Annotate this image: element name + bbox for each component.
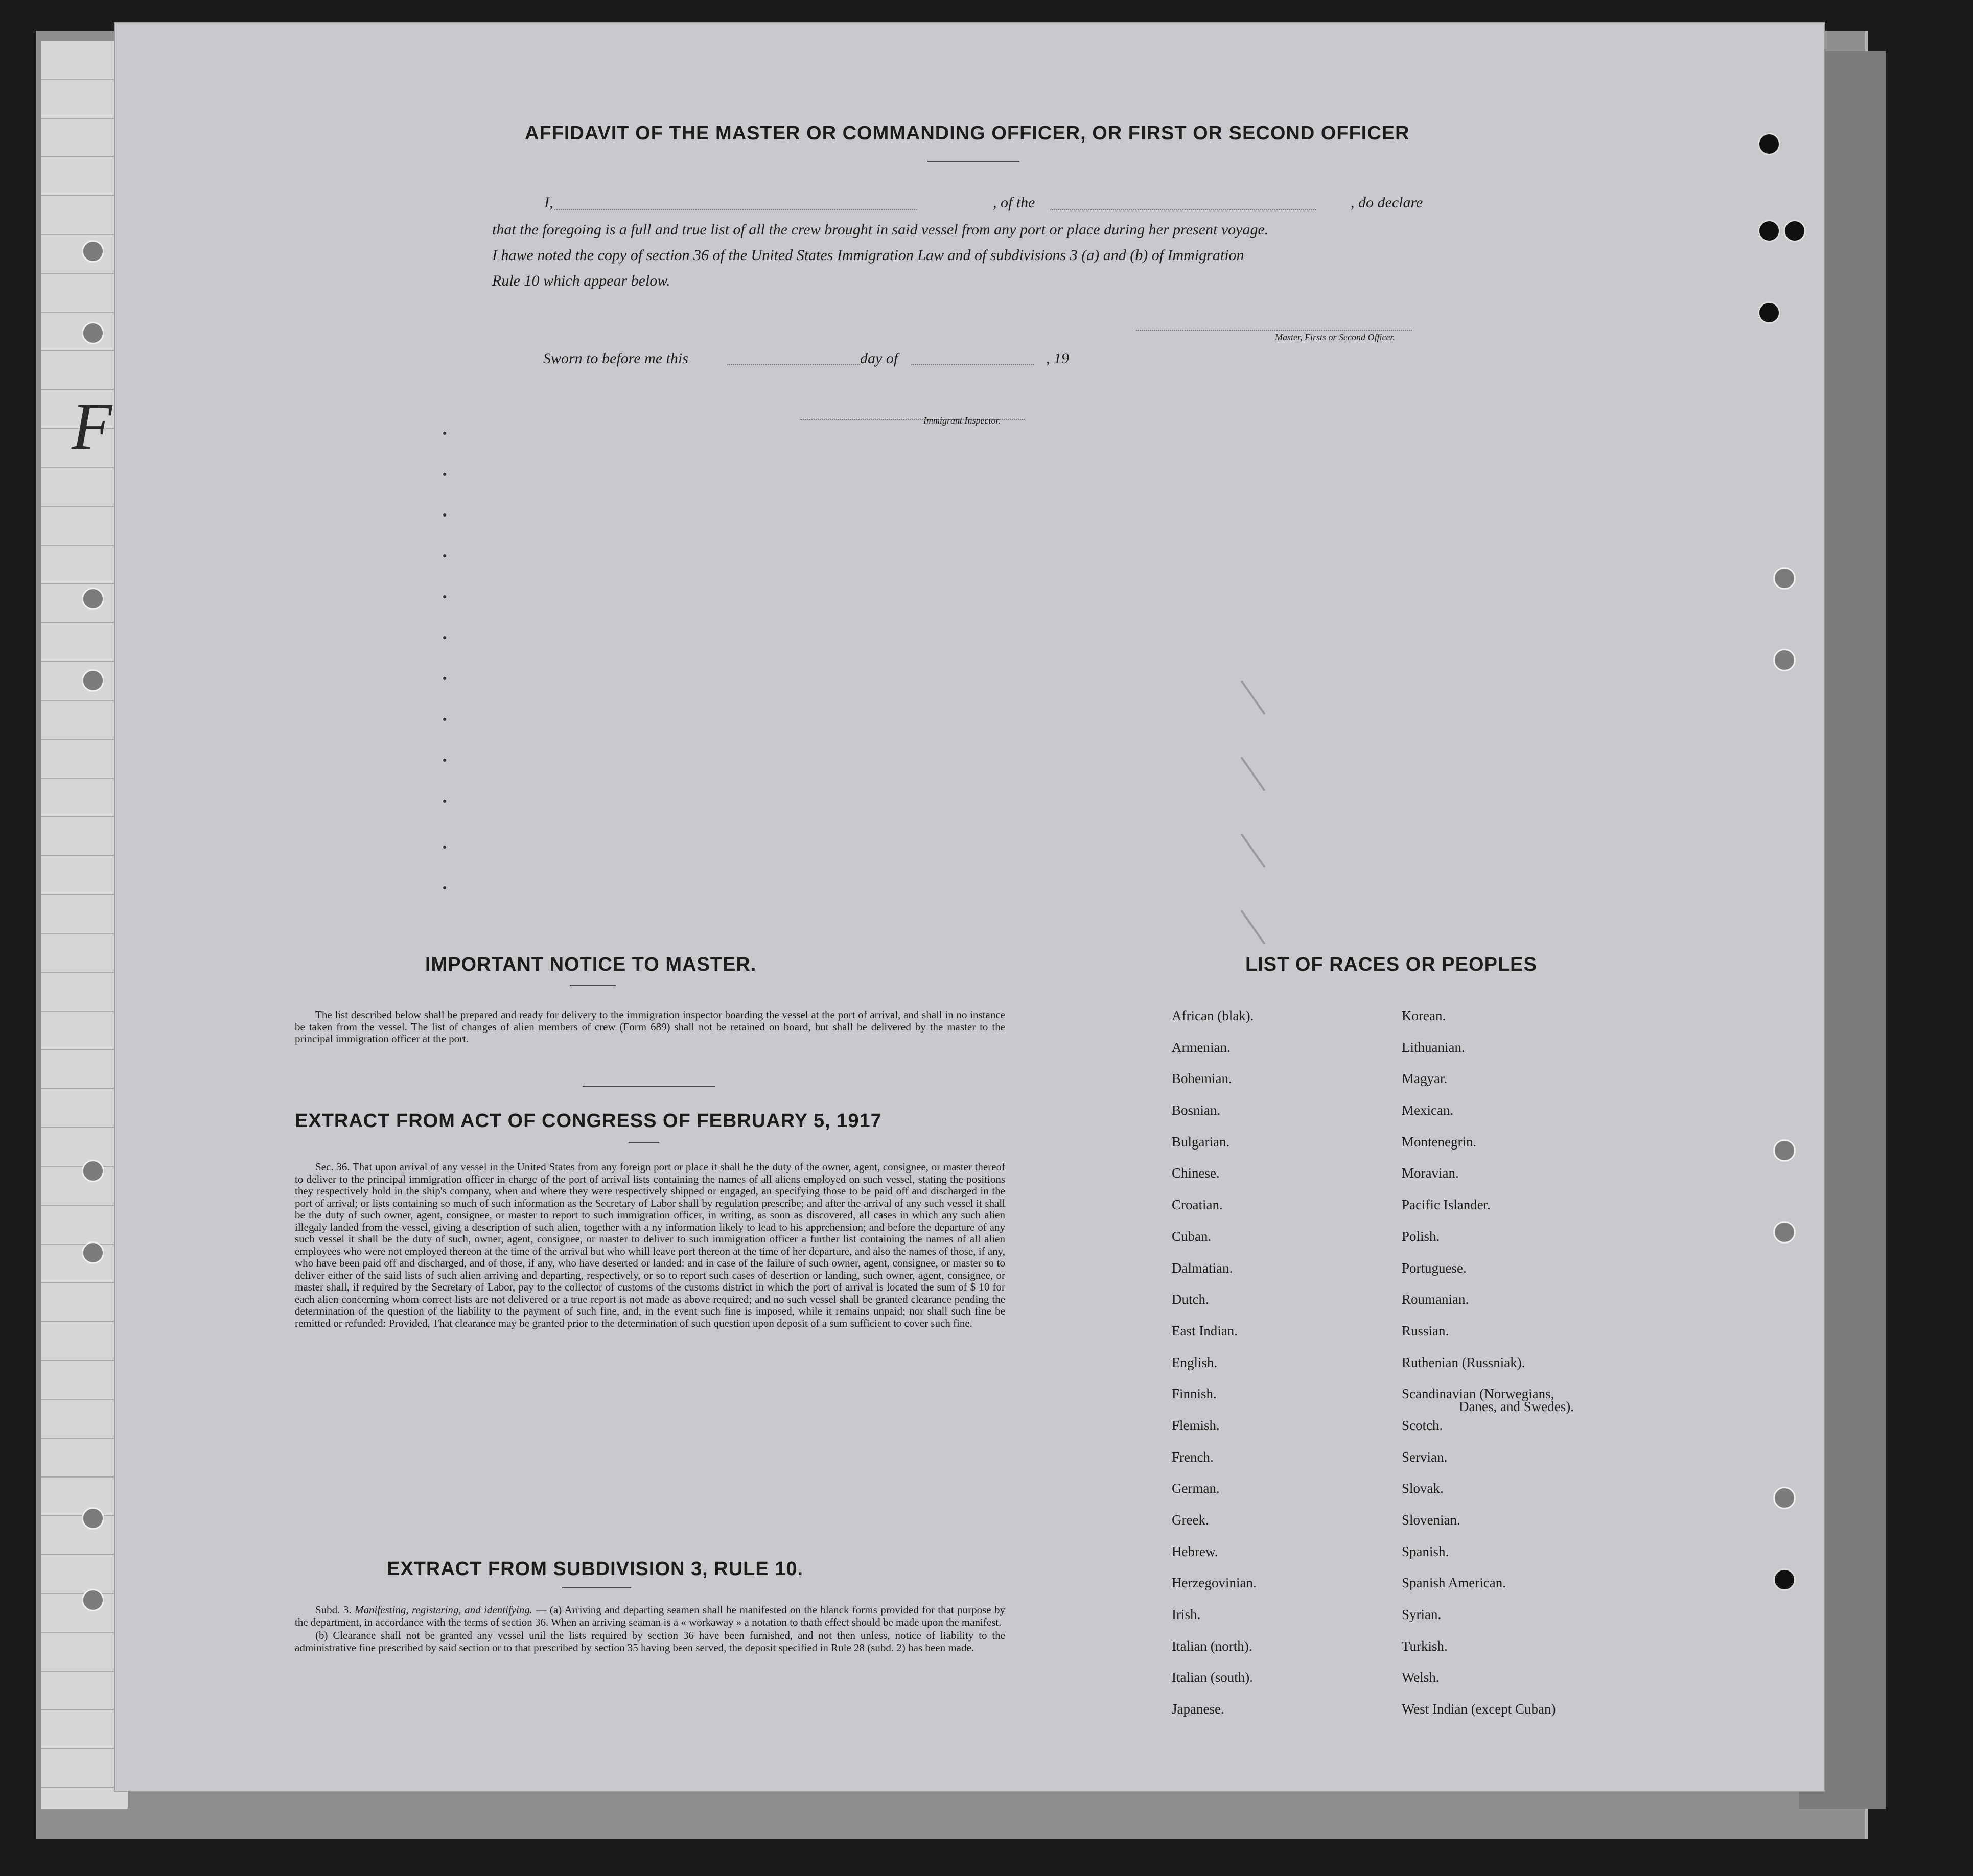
binder-hole xyxy=(1773,567,1796,590)
race-item xyxy=(1172,1197,1257,1229)
sworn-day-of: day of xyxy=(860,350,898,367)
affidavit-of-the: , of the xyxy=(993,194,1035,211)
race-item xyxy=(1402,1229,1574,1260)
binder-hole xyxy=(1773,1568,1796,1591)
vessel-blank xyxy=(1050,209,1316,210)
sworn-prefix: Sworn to before me this xyxy=(543,350,688,367)
race-item xyxy=(1172,1638,1257,1670)
race-label: Moravian. xyxy=(1402,1165,1459,1181)
binder-hole xyxy=(82,1507,104,1530)
race-label: East Indian. xyxy=(1172,1323,1238,1339)
race-item xyxy=(1402,1292,1574,1323)
inspector-caption: Immigrant Inspector. xyxy=(923,415,1001,426)
race-item xyxy=(1172,1165,1257,1197)
binder-hole xyxy=(1773,1139,1796,1162)
races-right-column xyxy=(1402,1008,1574,1733)
races-list xyxy=(1172,1008,1734,1744)
race-item xyxy=(1172,1701,1257,1733)
race-label: Flemish. xyxy=(1172,1417,1220,1433)
race-item xyxy=(1172,1386,1257,1418)
race-item xyxy=(1402,1355,1574,1387)
race-item xyxy=(1402,1670,1574,1701)
race-label: English. xyxy=(1172,1354,1218,1370)
binder-hole xyxy=(82,240,104,263)
race-label: Turkish. xyxy=(1402,1638,1448,1654)
race-label: Welsh. xyxy=(1402,1670,1440,1685)
race-label: Bosnian. xyxy=(1172,1103,1221,1118)
race-label: Slovak. xyxy=(1402,1481,1444,1496)
race-item xyxy=(1172,1260,1257,1292)
race-item xyxy=(1402,1418,1574,1449)
race-label: Spanish. xyxy=(1402,1543,1449,1559)
binder-hole xyxy=(1773,1487,1796,1509)
bleed-mark xyxy=(443,554,446,557)
race-label: Mexican. xyxy=(1402,1103,1454,1118)
act-paragraph xyxy=(295,1161,1005,1329)
race-label: Herzegovinian. xyxy=(1172,1575,1257,1591)
race-label: Japanese. xyxy=(1172,1701,1224,1717)
bleed-mark xyxy=(443,513,446,517)
race-label: Montenegrin. xyxy=(1402,1134,1477,1150)
race-label: Syrian. xyxy=(1402,1607,1442,1623)
race-item xyxy=(1172,1544,1257,1576)
race-label: Polish. xyxy=(1402,1228,1440,1244)
bleed-mark xyxy=(443,432,446,435)
race-item xyxy=(1402,1638,1574,1670)
race-item xyxy=(1402,1701,1574,1733)
rule-extract-body xyxy=(295,1604,1005,1655)
race-label: Ruthenian (Russniak). xyxy=(1402,1354,1525,1370)
race-label: Pacific Islander. xyxy=(1402,1197,1491,1213)
name-blank xyxy=(554,209,917,210)
race-item xyxy=(1402,1165,1574,1197)
race-label: Irish. xyxy=(1172,1607,1201,1623)
subd-heading: Manifesting, registering, and identifying. xyxy=(355,1604,533,1616)
race-item xyxy=(1172,1008,1257,1040)
race-label: Scandinavian (Norwegians, xyxy=(1402,1386,1554,1402)
title-divider xyxy=(927,161,1019,162)
race-item xyxy=(1172,1481,1257,1512)
race-item xyxy=(1402,1607,1574,1638)
race-label: Greek. xyxy=(1172,1512,1209,1528)
bleed-mark xyxy=(443,846,446,849)
race-label: Slovenian. xyxy=(1402,1512,1460,1528)
race-item xyxy=(1402,1449,1574,1481)
race-label: Hebrew. xyxy=(1172,1543,1218,1559)
bleed-streak xyxy=(1240,910,1265,945)
race-item xyxy=(1172,1229,1257,1260)
race-label: Chinese. xyxy=(1172,1165,1220,1181)
binder-hole xyxy=(1758,301,1780,324)
subd-paragraph-a xyxy=(295,1604,1005,1628)
signature-blank xyxy=(1136,330,1412,331)
race-item xyxy=(1402,1071,1574,1103)
race-label: West Indian (except Cuban) xyxy=(1402,1701,1556,1717)
race-label: Bohemian. xyxy=(1172,1071,1232,1087)
binder-hole xyxy=(1773,1221,1796,1244)
month-blank xyxy=(911,364,1034,365)
race-label: Magyar. xyxy=(1402,1071,1448,1087)
act-divider xyxy=(629,1142,659,1143)
race-label: Lithuanian. xyxy=(1402,1039,1465,1055)
notice-divider xyxy=(570,985,616,986)
binder-hole xyxy=(82,1160,104,1182)
race-label: Dalmatian. xyxy=(1172,1260,1233,1276)
race-item xyxy=(1402,1103,1574,1134)
race-item xyxy=(1402,1512,1574,1544)
bleed-mark xyxy=(443,759,446,762)
bleed-mark xyxy=(443,595,446,598)
bleed-mark xyxy=(443,886,446,889)
affidavit-i: I, xyxy=(544,194,553,211)
race-item xyxy=(1172,1449,1257,1481)
race-label: Russian. xyxy=(1402,1323,1449,1339)
binder-hole xyxy=(82,588,104,610)
rule-divider xyxy=(562,1587,631,1588)
binder-hole xyxy=(1758,220,1780,242)
race-item xyxy=(1172,1103,1257,1134)
subd-label: Subd. 3. xyxy=(315,1604,352,1616)
race-label: Dutch. xyxy=(1172,1292,1209,1307)
ghost-handwriting: F xyxy=(72,390,112,463)
race-item xyxy=(1402,1323,1574,1355)
race-label: German. xyxy=(1172,1481,1220,1496)
act-extract-body xyxy=(295,1161,1005,1331)
race-item xyxy=(1402,1040,1574,1071)
race-item xyxy=(1172,1134,1257,1166)
section-label: Sec. 36. xyxy=(315,1161,350,1173)
binder-hole xyxy=(82,669,104,692)
race-item xyxy=(1172,1355,1257,1387)
act-extract-title: EXTRACT FROM ACT OF CONGRESS OF FEBRUARY 5, 1917 xyxy=(295,1110,882,1132)
race-item xyxy=(1172,1071,1257,1103)
affidavit-title: AFFIDAVIT OF THE MASTER OR COMMANDING OFFICER, OR FIRST OR SECOND OFFICER xyxy=(525,123,1410,144)
race-item xyxy=(1402,1481,1574,1512)
race-item xyxy=(1402,1544,1574,1576)
bleed-streak xyxy=(1240,680,1265,715)
race-item xyxy=(1402,1386,1574,1418)
race-label: Italian (south). xyxy=(1172,1670,1253,1685)
race-label: Scotch. xyxy=(1402,1417,1443,1433)
manifest-sheet xyxy=(115,23,1824,1791)
affidavit-declare: , do declare xyxy=(1351,194,1423,211)
bleed-streak xyxy=(1240,833,1265,868)
race-label: Servian. xyxy=(1402,1449,1448,1465)
race-label: Spanish American. xyxy=(1402,1575,1506,1591)
bleed-mark xyxy=(443,800,446,803)
day-blank xyxy=(727,364,860,365)
bleed-streak xyxy=(1240,757,1265,791)
race-item xyxy=(1172,1323,1257,1355)
race-item xyxy=(1172,1670,1257,1701)
race-item xyxy=(1172,1292,1257,1323)
races-title: LIST OF RACES OR PEOPLES xyxy=(1245,954,1537,975)
notice-body xyxy=(295,1009,1005,1047)
section-divider xyxy=(583,1086,715,1087)
binder-hole xyxy=(82,1241,104,1264)
race-label-continued: Danes, and Swedes). xyxy=(1459,1399,1574,1415)
races-left-column xyxy=(1172,1008,1257,1733)
subd-paragraph-b: (b) Clearance shall not be granted any vessel unil the lists required by section 36 have been furnished, and not then unless, notice of liability to the administrative fine prescribed by said section or to that prescribed by section 35 having been served, the deposit specified in Rule 28 (subd. 2) has been made. xyxy=(295,1629,1005,1654)
race-item xyxy=(1402,1197,1574,1229)
bleed-mark xyxy=(443,677,446,680)
bleed-mark xyxy=(443,636,446,639)
race-item xyxy=(1172,1040,1257,1071)
race-item xyxy=(1402,1134,1574,1166)
race-item xyxy=(1172,1418,1257,1449)
race-item xyxy=(1402,1260,1574,1292)
affidavit-line3: I hawe noted the copy of section 36 of the United States Immigration Law and of subdivisions 3 (a) and (b) of Immigration xyxy=(492,247,1244,264)
race-label: Bulgarian. xyxy=(1172,1134,1230,1150)
binder-hole xyxy=(1773,649,1796,671)
race-label: African (blak). xyxy=(1172,1008,1254,1023)
race-label: Italian (north). xyxy=(1172,1638,1252,1654)
race-label: Korean. xyxy=(1402,1008,1446,1023)
race-label: Cuban. xyxy=(1172,1228,1212,1244)
notice-paragraph: The list described below shall be prepared and ready for delivery to the immigration inspector boarding the vessel at the port of arrival, and shall in no instance be taken from the vessel. The list of changes of alien members of crew (Form 689) shall not be retained on board, but shall be delivered by the master to the principal immigration officer at the port. xyxy=(295,1009,1005,1045)
act-text: That upon arrival of any vessel in the United States from any foreign port or place it shall be the duty of the owner, agent, consignee, or master thereof to deliver to the principal immigration officer in charge of the port of arrival lists containing the names of all aliens employed on such vessel, stating the positions they respectively hold in the ship's company, when and where they were respectively shipped or engaged, an specifying those to be paid off and discharged in the port of arrival; or lists containing so much of such information as the Secretary of Labor shall by regulation prescribe; and after the arrival of any such vessel it shall be the duty of such owner, agent, consignee, or master to report to such immigration officer, in writing, as soon as discovered, all cases in which any such alien illegaly landed from the vessel, giving a description of such alien, together with a ny information likely to lead to his apprehension; and before the departure of any such vessel it shall be the duty of such, owner, agent, consignee, or master to deliver to such immigration officer a further list containing the names of all alien employees who were not employed thereon at the time of the arrival but who whill leave port thereon at the time of her departure, and also the names of those, if any, who have been paid off and discharged, and of those, if any, who have deserted or landed: and in case of the failure of such owner, agent, consignee, or master so to deliver either of the said lists of such alien arriving and departing, respectively, or so to report such cases of desertion or landing, such owner, agent, consignee, or master shall, if required by the Secretary of Labor, pay to the collector of customs of the customs district in which the port of arrival is located the sum of $ 10 for each alien concerning whom correct lists are not delivered or a true report is not made as above required; and no such vessel shall be granted clearance pending the determination of the question of the liability to the payment of such fine, and, in the event such fine is imposed, while it remains unpaid; nor shall such fine be remitted or refunded: Provided, That clearance may be granted prior to the determination of such question upon deposit of a sum sufficient to cover such fine. xyxy=(295,1161,1006,1329)
race-item xyxy=(1172,1575,1257,1607)
binder-hole xyxy=(1758,133,1780,155)
race-item xyxy=(1172,1512,1257,1544)
signature-caption: Master, Firsts or Second Officer. xyxy=(1275,332,1395,342)
race-label: Portuguese. xyxy=(1402,1260,1467,1276)
race-item xyxy=(1172,1607,1257,1638)
affidavit-line4: Rule 10 which appear below. xyxy=(492,272,670,289)
race-item xyxy=(1402,1575,1574,1607)
binder-hole xyxy=(82,322,104,344)
race-label: French. xyxy=(1172,1449,1214,1465)
rule-extract-title: EXTRACT FROM SUBDIVISION 3, RULE 10. xyxy=(387,1558,804,1580)
notice-title: IMPORTANT NOTICE TO MASTER. xyxy=(425,954,757,975)
race-label: Armenian. xyxy=(1172,1039,1231,1055)
race-label: Croatian. xyxy=(1172,1197,1223,1213)
race-item xyxy=(1402,1008,1574,1040)
affidavit-line2: that the foregoing is a full and true list of all the crew brought in said vessel from any port or place during her present voyage. xyxy=(492,221,1269,238)
race-label: Roumanian. xyxy=(1402,1292,1469,1307)
bleed-mark xyxy=(443,718,446,721)
binder-hole xyxy=(1783,220,1806,242)
sworn-year: , 19 xyxy=(1046,350,1069,367)
race-label: Finnish. xyxy=(1172,1386,1217,1402)
binder-hole xyxy=(82,1589,104,1611)
subd-a-text: — (a) Arriving and departing seamen shall be manifested on the blanck forms provided for that purpose by the department, in accordance with the terms of section 36. When an arriving seaman is a « workaway » a notation to thath effect should be made upon the manifest. xyxy=(295,1604,1005,1628)
bleed-mark xyxy=(443,473,446,476)
